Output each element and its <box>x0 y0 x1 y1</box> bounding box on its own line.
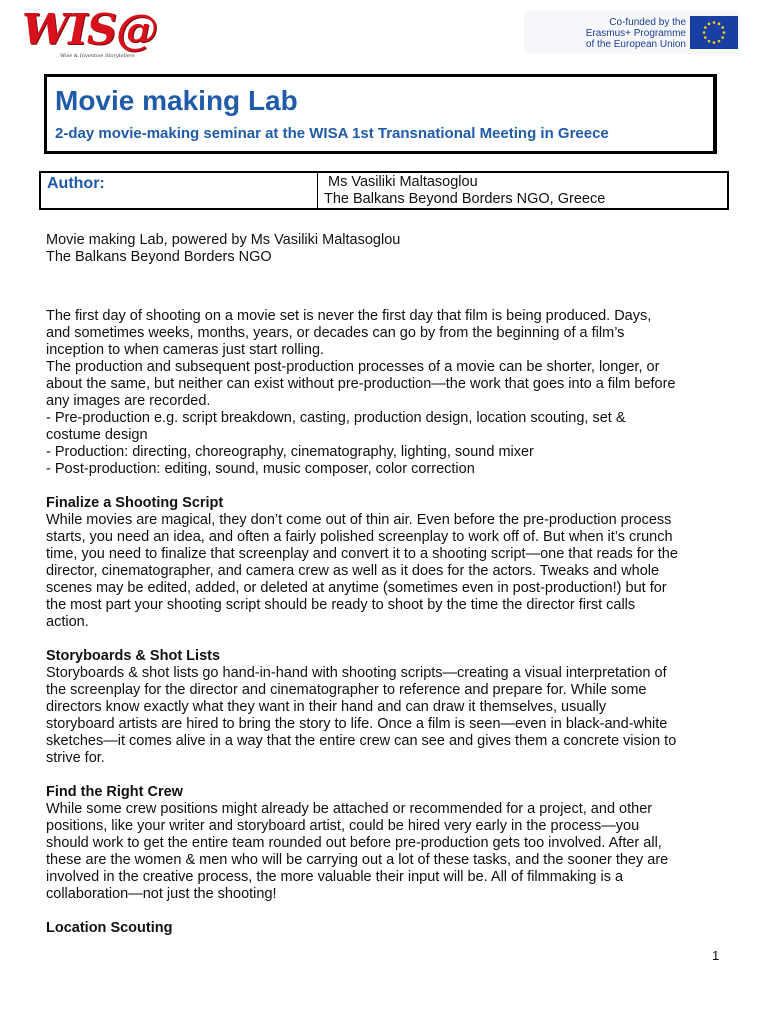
intro-line: The Balkans Beyond Borders NGO <box>46 249 272 265</box>
page-title: Movie making Lab <box>55 85 298 116</box>
paragraph-line: scenes may be edited, added, or deleted at anytime (sometimes even in post-production!) but for <box>46 580 667 596</box>
eu-star <box>704 36 707 39</box>
eu-funding-text <box>574 17 686 50</box>
eu-star <box>721 26 724 29</box>
paragraph-line: these are the women & men who will be carrying out a lot of these tasks, and the sooner they are <box>46 852 669 868</box>
paragraph-line: and sometimes weeks, months, years, or decades can go by from the beginning of a film’s <box>46 325 625 341</box>
eu-star <box>713 21 716 24</box>
paragraph-line: the screenplay for the director and cinematographer to reference and prepare for. While some <box>46 682 647 698</box>
paragraph-line: the most part your shooting script should be ready to shoot by the time the director first calls <box>46 597 636 613</box>
paragraph-line: should work to get the entire team rounded out before pre-production gets too involved. After all, <box>46 835 662 851</box>
paragraph-line: any images are recorded. <box>46 393 211 409</box>
paragraph-line: - Production: directing, choreography, cinematography, lighting, sound mixer <box>46 444 534 460</box>
section-heading: Storyboards & Shot Lists <box>46 648 221 664</box>
wisa-logo-tagline: Wise & Inventive Storytellers <box>60 53 135 59</box>
paragraph-line: involved in the creative process, the more valuable their input will be. All of filmmaking is a <box>46 869 624 885</box>
eu-star <box>718 40 721 43</box>
page-number: 1 <box>712 948 720 963</box>
author-org: The Balkans Beyond Borders NGO, Greece <box>324 191 606 207</box>
paragraph-line: sketches—it comes alive in a way that the entire crew can see and gives them a concrete vision to <box>46 733 677 749</box>
paragraph-line: positions, like your writer and storyboard artist, could be hired very early in the process—you <box>46 818 640 834</box>
eu-star <box>708 23 711 26</box>
paragraph-line: While some crew positions might already be attached or recommended for a project, and other <box>46 801 653 817</box>
title-box <box>44 74 717 154</box>
author-name: Ms Vasiliki Maltasoglou <box>324 174 478 190</box>
author-table <box>39 171 729 210</box>
eu-star <box>721 36 724 39</box>
paragraph-line: Storyboards & shot lists go hand-in-hand with shooting scripts—creating a visual interpretation of <box>46 665 667 681</box>
paragraph-line: starts, you need an idea, and often a fairly polished screenplay to work off of. But when it’s crunch <box>46 529 673 545</box>
paragraph-line: time, you need to finalize that screenplay and convert it to a shooting script—one that reads for the <box>46 546 678 562</box>
paragraph-line: storyboard artists are hired to bring the story to life. Once a film is seen—even in black-and-white <box>46 716 668 732</box>
eu-star <box>713 41 716 44</box>
paragraph-line: director, cinematographer, and camera crew as well as it does for the actors. Tweaks and whole <box>46 563 660 579</box>
eu-flag-icon <box>690 16 738 49</box>
eu-star <box>703 31 706 34</box>
author-value <box>318 173 605 208</box>
paragraph-line: strive for. <box>46 750 105 766</box>
paragraph-line: - Post-production: editing, sound, music composer, color correction <box>46 461 475 477</box>
paragraph-line: inception to when cameras just start rolling. <box>46 342 325 358</box>
section-heading: Finalize a Shooting Script <box>46 495 224 511</box>
document-body <box>46 232 736 937</box>
paragraph-line: The production and subsequent post-production processes of a movie can be shorter, longer, or <box>46 359 660 375</box>
section-heading: Location Scouting <box>46 920 173 936</box>
paragraph-line: collaboration—not just the shooting! <box>46 886 277 902</box>
wisa-logo-wordmark: WIS@ <box>22 5 158 54</box>
paragraph-line: - Pre-production e.g. script breakdown, casting, production design, location scouting, set & <box>46 410 626 426</box>
eu-star <box>723 31 726 34</box>
paragraph-line: costume design <box>46 427 148 443</box>
paragraph-line: directors know exactly what they want in their hand and can draw it themselves, usually <box>46 699 607 715</box>
eu-line: Co-funded by the <box>609 17 686 28</box>
eu-star <box>718 23 721 26</box>
page-subtitle: 2-day movie-making seminar at the WISA 1st Transnational Meeting in Greece <box>55 125 609 142</box>
eu-star <box>704 26 707 29</box>
eu-line: of the European Union <box>585 39 686 50</box>
paragraph-line: The first day of shooting on a movie set is never the first day that film is being produced. Days, <box>46 308 652 324</box>
eu-star <box>708 40 711 43</box>
author-label: Author: <box>41 173 318 208</box>
intro-line: Movie making Lab, powered by Ms Vasiliki Maltasoglou <box>46 232 401 248</box>
section-heading: Find the Right Crew <box>46 784 183 800</box>
paragraph-line: about the same, but neither can exist without pre-production—the work that goes into a film before <box>46 376 676 392</box>
paragraph-line: While movies are magical, they don’t come out of thin air. Even before the pre-production process <box>46 512 672 528</box>
paragraph-line: action. <box>46 614 89 630</box>
eu-line: Erasmus+ Programme <box>585 28 686 39</box>
wisa-logo <box>22 5 158 59</box>
